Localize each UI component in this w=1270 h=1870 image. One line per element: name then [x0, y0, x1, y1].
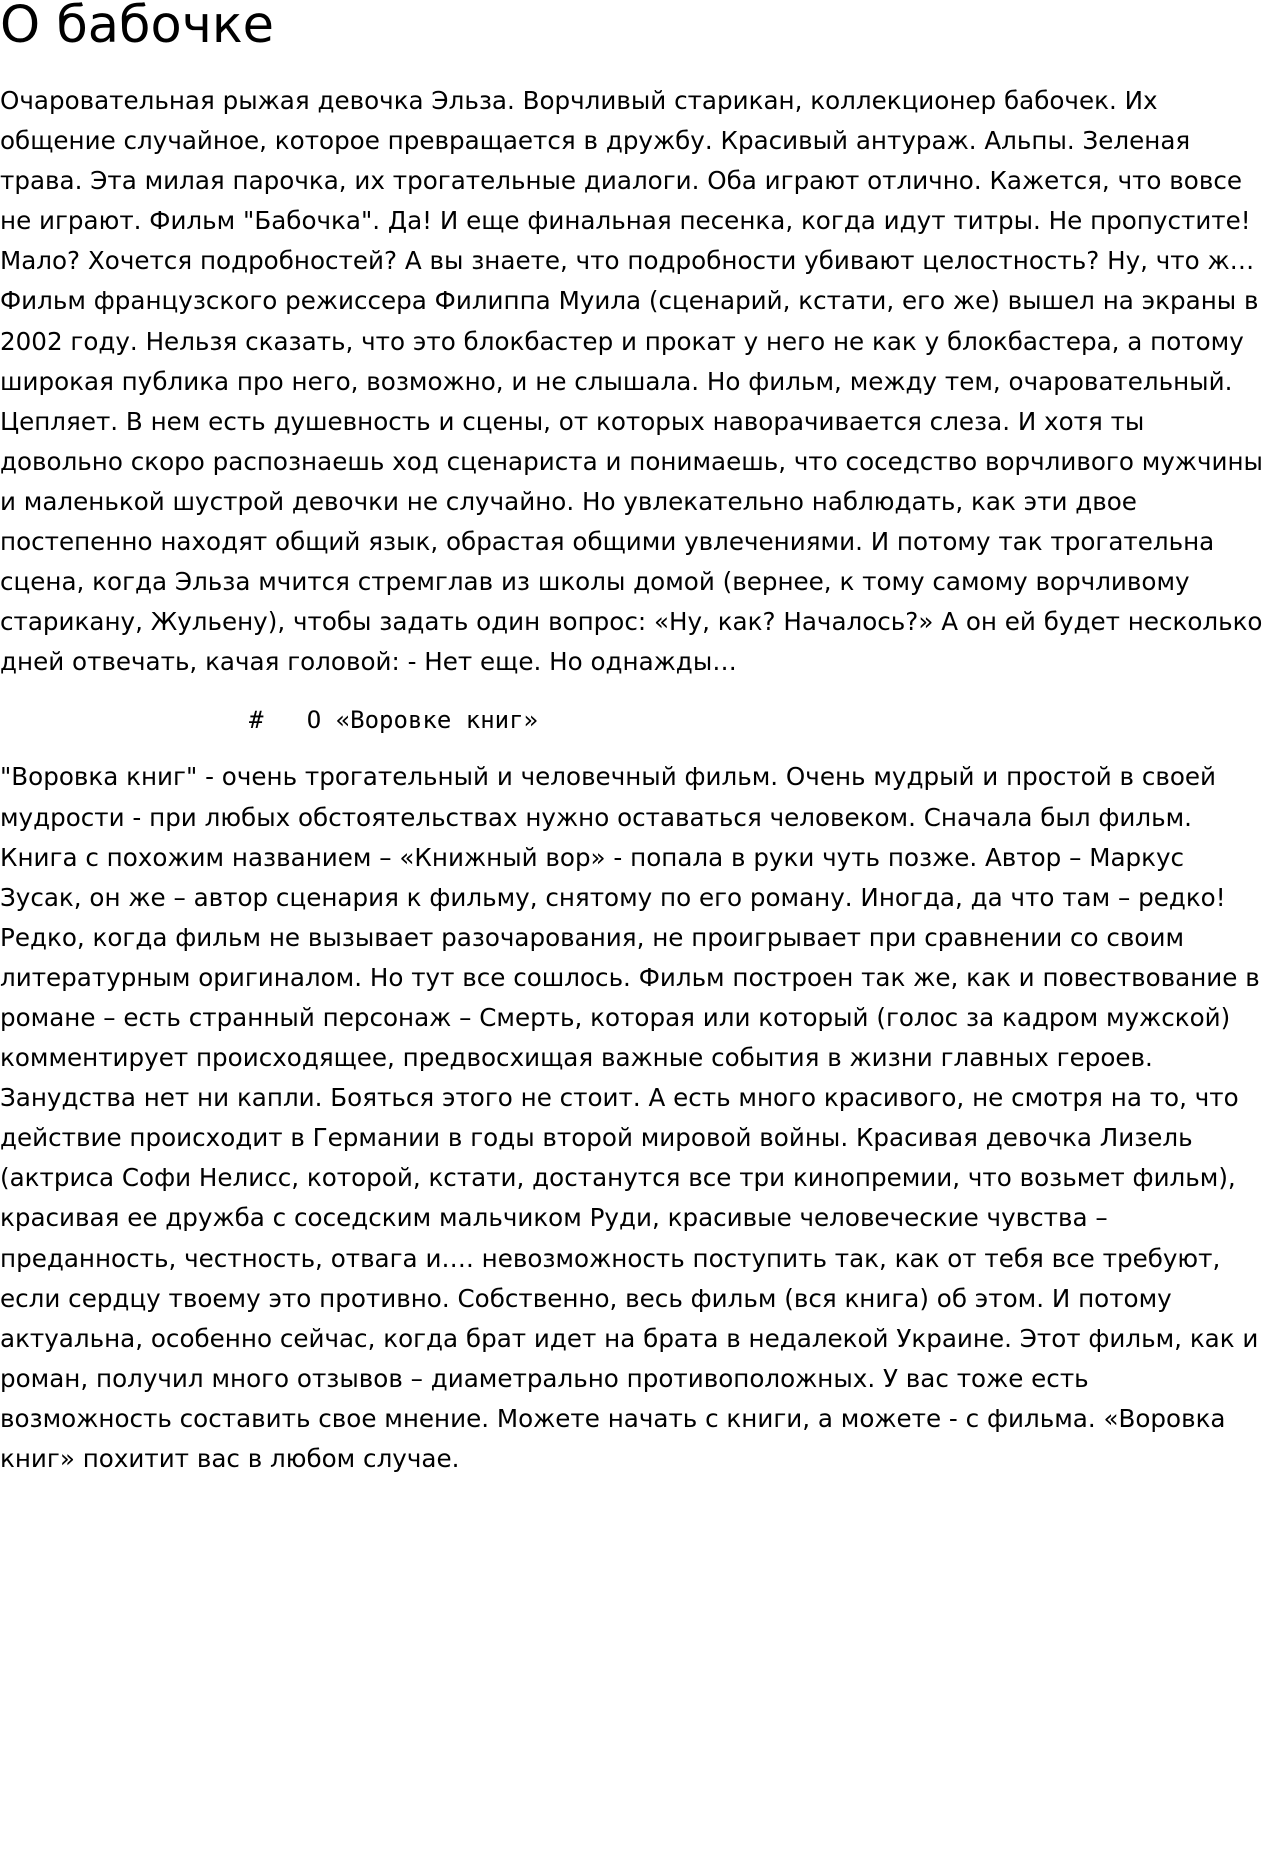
- paragraph-book-thief: "Воровка книг" - очень трогательный и человечный фильм. Очень мудрый и простой в своей мудрости - при любых обстоятельствах нужно оставаться человеком. Сначала был фильм. Книга с похожим названием – «Книжный вор» - попала в руки чуть позже. Автор – Маркус Зусак, он же – автор сценария к фильму, снятому по его роману. Иногда, да что там – редко! Редко, когда фильм не вызывает разочарования, не проигрывает при сравнении со своим литературным оригиналом. Но тут все сошлось. Фильм построен так же, как и повествование в романе – есть странный персонаж – Смерть, которая или который (голос за кадром мужской) комментирует происходящее, предвосхищая важные события в жизни главных героев. Занудства нет ни капли. Бояться этого не стоит. А есть много красивого, не смотря на то, что действие происходит в Германии в годы второй мировой войны. Красивая девочка Лизель (актриса Софи Нелисс, которой, кстати, достанутся все три кинопремии, что возьмет фильм), красивая ее дружба с соседским мальчиком Руди, красивые человеческие чувства – преданность, честность, отвага и…. невозможность поступить так, как от тебя все требуют, если сердцу твоему это противно. Собственно, весь фильм (вся книга) об этом. И потому актуальна, особенно сейчас, когда брат идет на брата в недалекой Украине. Этот фильм, как и роман, получил много отзывов – диаметрально противоположных. У вас тоже есть возможность составить свое мнение. Можете начать с книги, а можете - с фильма. «Воровка книг» похитит вас в любом случае.: [0, 762, 1260, 1473]
- paragraph-butterfly: Очаровательная рыжая девочка Эльза. Ворчливый старикан, коллекционер бабочек. Их общение случайное, которое превращается в дружбу. Красивый антураж. Альпы. Зеленая трава. Эта милая парочка, их трогательные диалоги. Оба играют отлично. Кажется, что вовсе не играют. Фильм "Бабочка". Да! И еще финальная песенка, когда идут титры. Не пропустите! Мало? Хочется подробностей? А вы знаете, что подробности убивают целостность? Ну, что ж… Фильм французского режиссера Филиппа Муила (сценарий, кстати, его же) вышел на экраны в 2002 году. Нельзя сказать, что это блокбастер и прокат у него не как у блокбастера, а потому широкая публика про него, возможно, и не слышала. Но фильм, между тем, очаровательный. Цепляет. В нем есть душевность и сцены, от которых наворачивается слеза. И хотя ты довольно скоро распознаешь ход сценариста и понимаешь, что соседство ворчливого мужчины и маленькой шустрой девочки не случайно. Но увлекательно наблюдать, как эти двое постепенно находят общий язык, обрастая общими увлечениями. И потому так трогательна сцена, когда Эльза мчится стремглав из школы домой (вернее, к тому самому ворчливому старикану, Жульену), чтобы задать один вопрос: «Ну, как? Началось?» А он ей будет несколько дней отвечать, качая головой: - Нет еще. Но однажды…: [0, 86, 1263, 677]
- section-heading-book-thief: # О «Воровке книг»: [249, 706, 538, 735]
- page-title: О бабочке: [0, 0, 275, 55]
